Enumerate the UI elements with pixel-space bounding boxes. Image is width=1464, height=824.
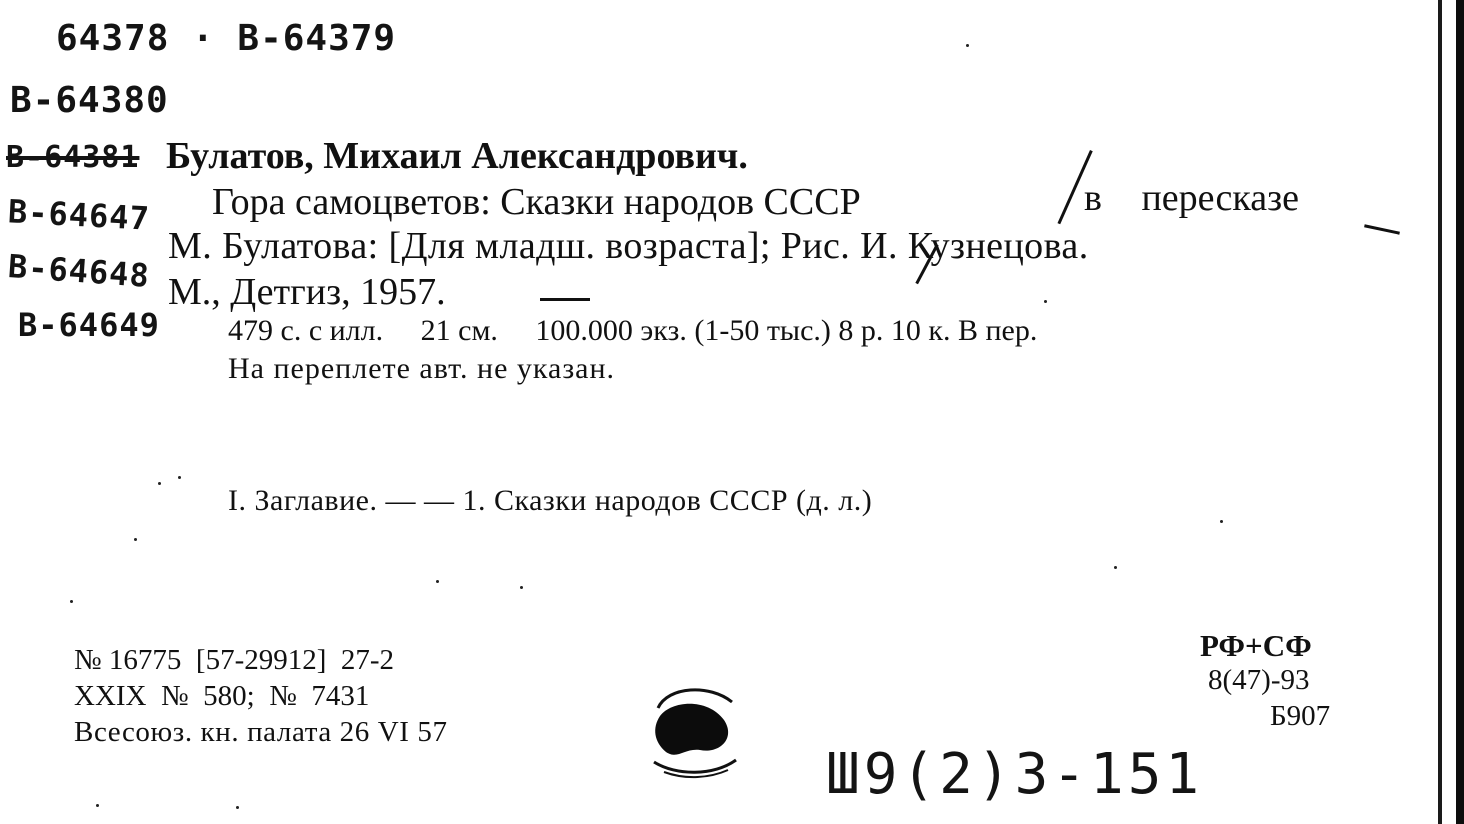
scan-speck xyxy=(966,44,969,47)
scan-speck xyxy=(1044,300,1047,303)
footer-right-line3: Б907 xyxy=(1270,700,1331,732)
scan-speck xyxy=(178,476,181,479)
hand-inventory-line5: B-64648 xyxy=(6,247,152,295)
footer-right-line2: 8(47)-93 xyxy=(1208,664,1310,696)
pencil-dash-mark-right xyxy=(1364,224,1400,234)
hand-inventory-line1: 64378 · B-64379 xyxy=(56,18,397,59)
entry-author: Булатов, Михаил Александрович. xyxy=(166,135,748,177)
entry-title-line3: М., Детгиз, 1957. xyxy=(168,271,446,313)
scan-speck xyxy=(236,806,239,809)
entry-tracings: I. Заглавие. — — 1. Сказки народов СССР (д. л.) xyxy=(228,484,873,517)
scan-speck xyxy=(134,538,137,541)
hand-inventory-line4: B-64647 xyxy=(7,192,151,238)
library-stamp-icon xyxy=(650,680,740,780)
pencil-dash-mark xyxy=(540,298,590,301)
footer-left-line2: XXIX № 580; № 7431 xyxy=(74,680,370,712)
footer-right-line1: РФ+СФ xyxy=(1200,628,1312,663)
scan-speck xyxy=(70,600,73,603)
entry-title-line1: Гора самоцветов: Сказки народов СССР xyxy=(212,181,861,223)
entry-note: На переплете авт. не указан. xyxy=(228,352,616,385)
scan-speck xyxy=(1220,520,1223,523)
scan-speck xyxy=(436,580,439,583)
hand-inventory-line2: B-64380 xyxy=(10,80,169,121)
scan-speck xyxy=(158,482,161,485)
entry-title-line1b: в пересказе xyxy=(1084,177,1299,219)
footer-left-line1: № 16775 [57-29912] 27-2 xyxy=(74,644,395,676)
hand-inventory-line3-struck: B-64381 xyxy=(6,140,140,175)
scan-speck xyxy=(1114,566,1117,569)
hand-inventory-line6: B-64649 xyxy=(18,306,160,344)
scan-speck xyxy=(96,804,99,807)
card-right-border xyxy=(1456,0,1464,824)
card-right-edge xyxy=(1438,0,1442,824)
entry-title-line2: М. Булатова: [Для младш. возраста]; Рис. И. Кузнецова. xyxy=(168,225,1089,267)
hand-classification-code: Ш9(2)3-151 xyxy=(826,742,1204,807)
footer-left-line3: Всесоюз. кн. палата 26 VI 57 xyxy=(74,716,448,748)
scan-speck xyxy=(520,586,523,589)
entry-physical-description: 479 с. с илл. 21 см. 100.000 экз. (1-50 тыс.) 8 р. 10 к. В пер. xyxy=(228,314,1038,347)
